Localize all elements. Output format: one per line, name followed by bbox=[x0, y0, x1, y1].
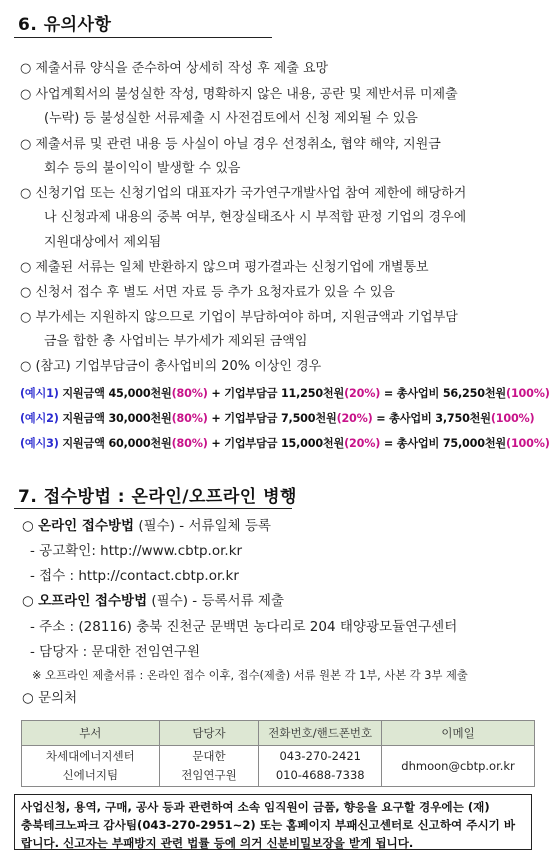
anti-corruption-notice bbox=[14, 794, 532, 850]
section-6-rule bbox=[14, 37, 272, 38]
caution-item-2: ○ 사업계획서의 불성실한 작성, 명확하지 않은 내용, 공란 및 제반서류 미제출 bbox=[20, 87, 458, 102]
caution-item-4-cont: 나 신청과제 내용의 중복 여부, 현장실태조사 시 부적합 판정 기업의 경우에 bbox=[44, 210, 467, 225]
table-row bbox=[22, 746, 535, 787]
header-dept: 부서 bbox=[22, 721, 160, 746]
example-2: (예시2) 지원금액 30,000천원(80%) + 기업부담금 7,500천원(20%) = 총사업비 3,750천원(100%) bbox=[20, 412, 535, 425]
cell-dept: 차세대에너지센터 신에너지팀 bbox=[22, 746, 160, 787]
submit-url-line: - 접수 : http://contact.cbtp.or.kr bbox=[30, 568, 239, 584]
caution-item-4: ○ 신청기업 또는 신청기업의 대표자가 국가연구개발사업 참여 제한에 해당하거 bbox=[20, 186, 467, 201]
cell-person: 문대한 전임연구원 bbox=[159, 746, 259, 787]
contact-table bbox=[21, 720, 535, 787]
caution-item-6: ○ 신청서 접수 후 별도 서면 자료 등 추가 요청자료가 있을 수 있음 bbox=[20, 285, 395, 300]
table-header-row bbox=[22, 721, 535, 746]
notice-line-3: 랍니다. 신고자는 부패방지 관련 법률 등에 의거 신분비밀보장을 받게 됩니다. bbox=[21, 836, 414, 850]
inquiry-label: ○ 문의처 bbox=[22, 690, 78, 706]
cell-email[interactable]: dhmoon@cbtp.or.kr bbox=[382, 746, 535, 787]
notice-line-2: 충북테크노파크 감사팀(043-270-2951~2) 또는 홈페이지 부패신고센터로 신고하여 주시기 바 bbox=[21, 818, 516, 832]
section-7-title: 7. 접수방법 : 온라인/오프라인 병행 bbox=[18, 487, 297, 507]
section-6-title: 6. 유의사항 bbox=[18, 15, 112, 35]
offline-method: ○ 오프라인 접수방법 (필수) - 등록서류 제출 bbox=[22, 593, 285, 609]
address-line: - 주소 : (28116) 충북 진천군 문백면 농다리로 204 태양광모듈연구센터 bbox=[30, 619, 458, 635]
notice-line-1: 사업신청, 용역, 구매, 공사 등과 관련하여 소속 임직원이 금품, 향응을 요구할 경우에는 (재) bbox=[21, 800, 490, 814]
caution-item-4-cont2: 지원대상에서 제외됨 bbox=[44, 235, 162, 250]
header-email: 이메일 bbox=[382, 721, 535, 746]
caution-item-1: ○ 제출서류 양식을 준수하여 상세히 작성 후 제출 요망 bbox=[20, 61, 329, 76]
online-method: ○ 온라인 접수방법 (필수) - 서류일체 등록 bbox=[22, 518, 271, 534]
header-phone: 전화번호/핸드폰번호 bbox=[259, 721, 382, 746]
caution-item-3: ○ 제출서류 및 관련 내용 등 사실이 아닐 경우 선정취소, 협약 해약, 지원금 bbox=[20, 137, 441, 152]
caution-item-8: ○ (참고) 기업부담금이 총사업비의 20% 이상인 경우 bbox=[20, 359, 322, 374]
example-3: (예시3) 지원금액 60,000천원(80%) + 기업부담금 15,000천원(20%) = 총사업비 75,000천원(100%) bbox=[20, 437, 550, 450]
caution-item-7: ○ 부가세는 지원하지 않으므로 기업이 부담하여야 하며, 지원금액과 기업부담 bbox=[20, 310, 458, 325]
offline-note: ※ 오프라인 제출서류 : 온라인 접수 이후, 접수(제출) 서류 원본 각 1부, 사본 각 3부 제출 bbox=[32, 669, 468, 682]
cell-phone: 043-270-2421 010-4688-7338 bbox=[259, 746, 382, 787]
manager-line: - 담당자 : 문대한 전임연구원 bbox=[30, 644, 201, 660]
section-7-rule bbox=[14, 508, 292, 509]
header-person: 담당자 bbox=[159, 721, 259, 746]
caution-item-7-cont: 금을 합한 총 사업비는 부가세가 제외된 금액임 bbox=[44, 334, 308, 349]
caution-item-2-cont: (누락) 등 불성실한 서류제출 시 사전검토에서 신청 제외될 수 있음 bbox=[44, 111, 418, 126]
notice-url-line: - 공고확인: http://www.cbtp.or.kr bbox=[30, 543, 243, 559]
caution-item-3-cont: 회수 등의 불이익이 발생할 수 있음 bbox=[44, 161, 241, 176]
caution-item-5: ○ 제출된 서류는 일체 반환하지 않으며 평가결과는 신청기업에 개별통보 bbox=[20, 260, 429, 275]
example-1: (예시1) 지원금액 45,000천원(80%) + 기업부담금 11,250천원(20%) = 총사업비 56,250천원(100%) bbox=[20, 387, 550, 400]
